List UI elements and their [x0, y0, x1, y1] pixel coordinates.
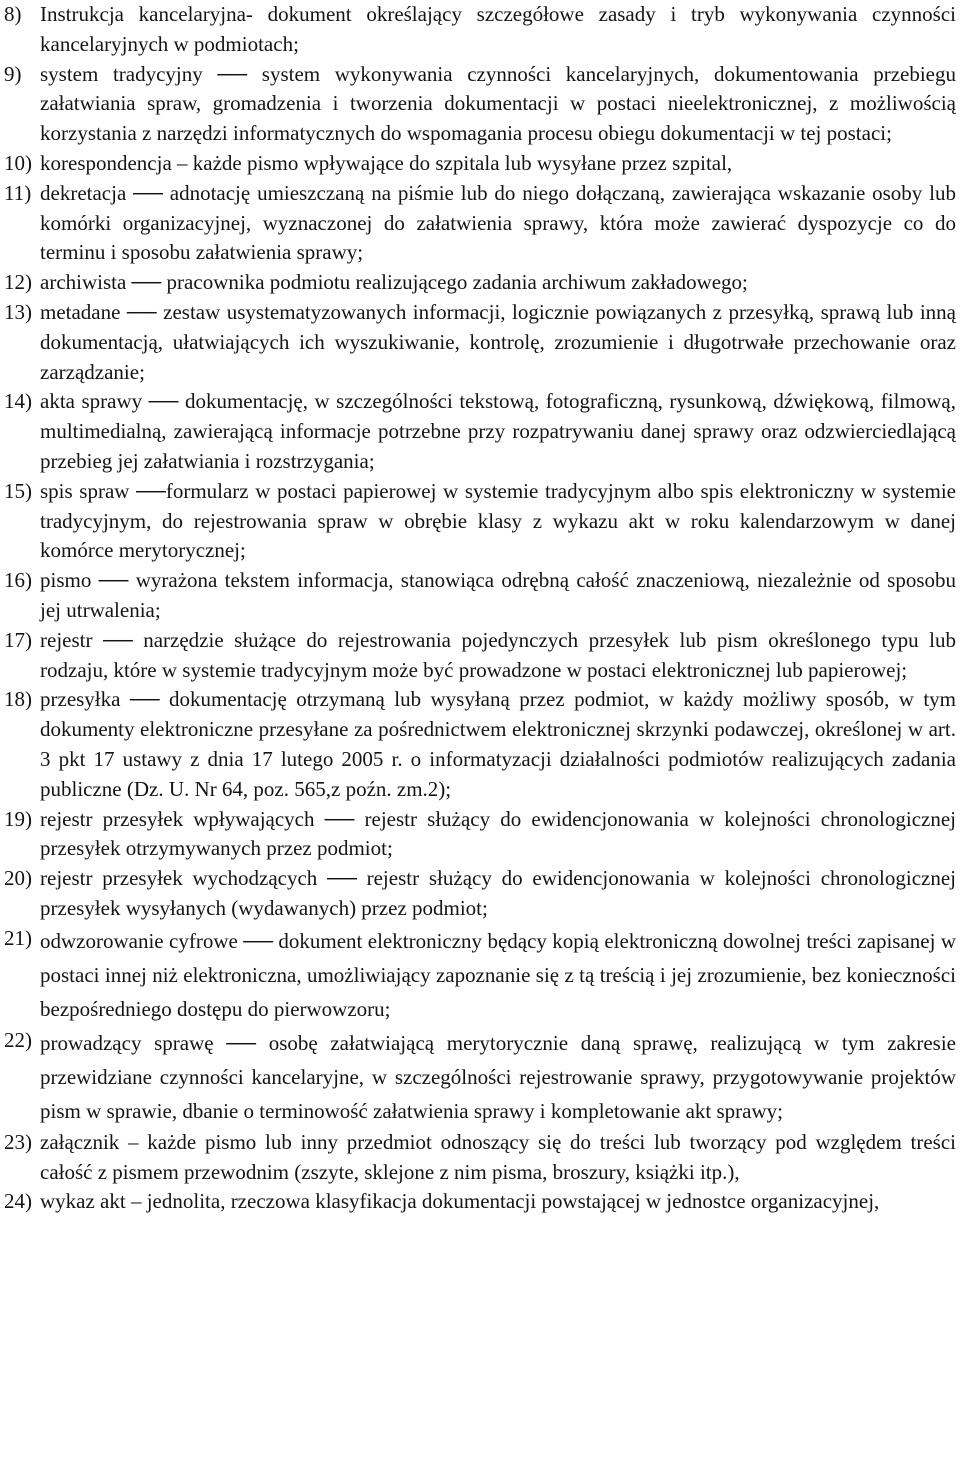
- list-item-19: [4, 805, 956, 865]
- item-text: prowadzący sprawę ── osobę załatwiającą merytorycznie daną sprawę, realizującą w tym zakresie przewidziane czynności kancelaryjne, w szczególności rejestrowanie sprawy, przygotowywanie projektów pism w sprawie, dbanie o terminowość załatwienia sprawy i kompletowanie akt sprawy;: [40, 1030, 956, 1123]
- item-number: 24): [4, 1189, 32, 1214]
- item-text: odwzorowanie cyfrowe ── dokument elektroniczny będący kopią elektroniczną dowolnej treści zapisanej w postaci innej niż elektroniczna, umożliwiający zapoznanie się z tą treścią i jej zrozumienie, bez konieczności bezpośredniego dostępu do pierwowzoru;: [40, 928, 956, 1021]
- item-text: przesyłka ── dokumentację otrzymaną lub wysyłaną przez podmiot, w każdy możliwy sposób, w tym dokumenty elektroniczne przesyłane za pośrednictwem elektronicznej skrzynki podawczej, określonej w art. 3 pkt 17 ustawy z dnia 17 lutego 2005 r. o informatyzacji działalności podmiotów realizujących zadania publiczne (Dz. U. Nr 64, poz. 565,z poźn. zm.2);: [40, 687, 956, 801]
- item-number: 11): [4, 180, 32, 205]
- list-item-10: [4, 149, 956, 179]
- list-item-9: [4, 60, 956, 149]
- item-text: metadane ── zestaw usystematyzowanych informacji, logicznie powiązanych z przesyłką, sprawą lub inną dokumentacją, ułatwiających ich wyszukiwanie, kontrolę, zrozumienie i długotrwałe przechowanie oraz zarządzanie;: [40, 299, 956, 384]
- item-number: 20): [4, 866, 32, 891]
- list-item-23: [4, 1128, 956, 1188]
- list-item-22: [4, 1026, 956, 1128]
- item-number: 13): [4, 299, 32, 324]
- list-item-11: [4, 179, 956, 268]
- list-item-15: [4, 477, 956, 566]
- list-item-8: [4, 0, 956, 60]
- item-text: rejestr przesyłek wpływających ── rejestr służący do ewidencjonowania w kolejności chronologicznej przesyłek otrzymywanych przez podmiot;: [40, 806, 956, 861]
- item-number: 14): [4, 389, 32, 414]
- item-text: system tradycyjny ── system wykonywania czynności kancelaryjnych, dokumentowania przebiegu załatwiania spraw, gromadzenia i tworzenia dokumentacji w postaci nieelektronicznej, z możliwością korzystania z narzędzi informatycznych do wspomagania procesu obiegu dokumentacji w tej postaci;: [40, 61, 956, 146]
- item-number: 16): [4, 568, 32, 593]
- item-number: 12): [4, 270, 32, 295]
- list-item-21: [4, 924, 956, 1026]
- item-text: rejestr ── narzędzie służące do rejestrowania pojedynczych przesyłek lub pism określonego typu lub rodzaju, które w systemie tradycyjnym może być prowadzone w postaci elektronicznej lub papierowej;: [40, 627, 956, 682]
- item-number: 9): [4, 61, 22, 86]
- item-number: 19): [4, 806, 32, 831]
- item-text: załącznik – każde pismo lub inny przedmiot odnoszący się do treści lub tworzący pod względem treści całość z pismem przewodnim (zszyte, sklejone z nim pisma, broszury, książki itp.),: [40, 1129, 956, 1184]
- item-number: 21): [4, 925, 32, 950]
- item-number: 18): [4, 687, 32, 712]
- list-item-13: [4, 298, 956, 387]
- list-item-14: [4, 387, 956, 476]
- item-number: 17): [4, 627, 32, 652]
- item-text: archiwista ── pracownika podmiotu realizującego zadania archiwum zakładowego;: [40, 270, 748, 295]
- item-number: 22): [4, 1027, 32, 1052]
- item-text: Instrukcja kancelaryjna- dokument określający szczegółowe zasady i tryb wykonywania czynności kancelaryjnych w podmiotach;: [40, 2, 956, 56]
- item-text: akta sprawy ── dokumentację, w szczególności tekstową, fotograficzną, rysunkową, dźwiękową, filmową, multimedialną, zawierającą informacje potrzebne przy rozpatrywaniu danej sprawy oraz odzwierciedlającą przebieg jej załatwiania i rozstrzygania;: [40, 389, 956, 473]
- item-number: 23): [4, 1129, 32, 1154]
- item-text: korespondencja – każde pismo wpływające do szpitala lub wysyłane przez szpital,: [40, 150, 733, 175]
- list-item-17: [4, 626, 956, 686]
- list-item-24: [4, 1187, 956, 1217]
- list-item-12: [4, 268, 956, 298]
- item-text: pismo ── wyrażona tekstem informacja, stanowiąca odrębną całość znaczeniową, niezależnie od sposobu jej utrwalenia;: [40, 568, 956, 622]
- item-text: wykaz akt – jednolita, rzeczowa klasyfikacja dokumentacji powstającej w jednostce organizacyjnej,: [40, 1189, 880, 1214]
- item-number: 10): [4, 150, 32, 175]
- item-text: rejestr przesyłek wychodzących ── rejestr służący do ewidencjonowania w kolejności chronologicznej przesyłek wysyłanych (wydawanych) przez podmiot;: [40, 866, 956, 920]
- item-text: dekretacja ── adnotację umieszczaną na piśmie lub do niego dołączaną, zawierająca wskazanie osoby lub komórki organizacyjnej, wyznaczonej do załatwienia sprawy, która może zawierać dyspozycje co do terminu i sposobu załatwienia sprawy;: [40, 180, 956, 265]
- list-item-18: [4, 685, 956, 804]
- list-item-20: [4, 864, 956, 924]
- list-item-16: [4, 566, 956, 626]
- item-number: 15): [4, 478, 32, 503]
- item-text: spis spraw ──formularz w postaci papierowej w systemie tradycyjnym albo spis elektroniczny w systemie tradycyjnym, do rejestrowania spraw w obrębie klasy z wykazu akt w roku kalendarzowym w danej komórce merytorycznej;: [40, 478, 956, 563]
- item-number: 8): [4, 2, 22, 26]
